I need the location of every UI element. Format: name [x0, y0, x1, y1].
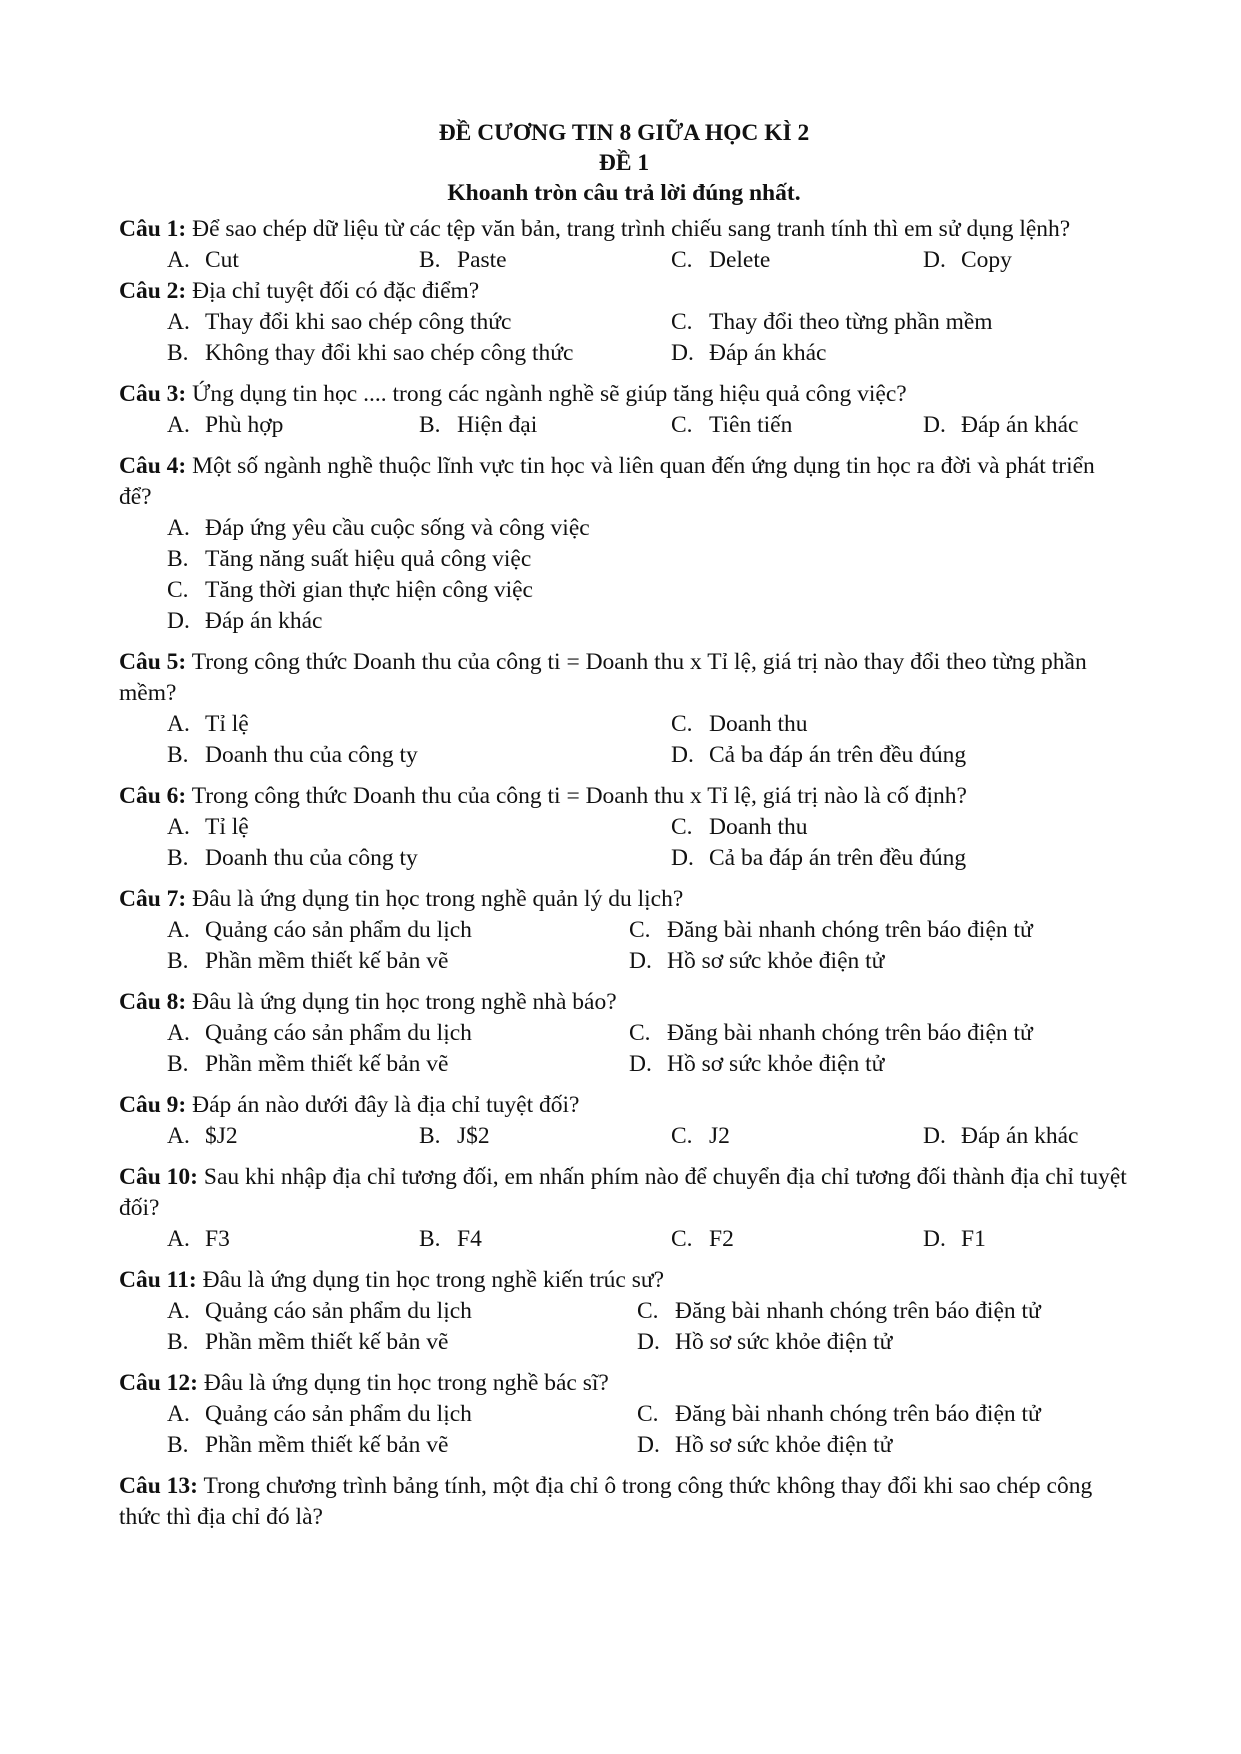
question-number: Câu 3:: [119, 381, 187, 407]
answer-options: [167, 1018, 1129, 1080]
question-text: [119, 379, 1129, 410]
option-d[interactable]: D. Copy: [923, 247, 1012, 273]
question-body: Đáp án nào dưới đây là địa chỉ tuyệt đối?: [186, 1092, 580, 1118]
question-body: Trong công thức Doanh thu của công ti = Doanh thu x Tỉ lệ, giá trị nào là cố định?: [186, 783, 967, 809]
question-text: [119, 214, 1129, 245]
question-number: Câu 2:: [119, 278, 187, 304]
option-b[interactable]: B. Phần mềm thiết kế bản vẽ: [167, 1329, 449, 1355]
question-11: [119, 1265, 1129, 1358]
question-body: Một số ngành nghề thuộc lĩnh vực tin học và liên quan đến ứng dụng tin học ra đời và phát triển để?: [119, 453, 1095, 510]
question-body: Trong chương trình bảng tính, một địa chỉ ô trong công thức không thay đổi khi sao chép công thức thì địa chỉ đó là?: [119, 1473, 1093, 1530]
option-a[interactable]: A. Phù hợp: [167, 412, 284, 438]
option-c[interactable]: C. Doanh thu: [671, 814, 808, 840]
question-1: [119, 214, 1129, 276]
option-d[interactable]: D. Hồ sơ sức khỏe điện tử: [637, 1432, 893, 1458]
question-text: [119, 1471, 1129, 1533]
question-text: [119, 884, 1129, 915]
question-3: [119, 379, 1129, 441]
question-10: [119, 1162, 1129, 1255]
question-number: Câu 1:: [119, 216, 187, 242]
answer-options: [167, 709, 1129, 771]
question-body: Ứng dụng tin học .... trong các ngành nghề sẽ giúp tăng hiệu quả công việc?: [186, 381, 907, 407]
option-d[interactable]: D. Đáp án khác: [167, 608, 323, 634]
question-number: Câu 7:: [119, 886, 187, 912]
answer-options: [167, 812, 1129, 874]
option-b[interactable]: B. Không thay đổi khi sao chép công thức: [167, 340, 574, 366]
option-a[interactable]: A. Đáp ứng yêu cầu cuộc sống và công việc: [167, 515, 590, 541]
option-c[interactable]: C. Đăng bài nhanh chóng trên báo điện tử: [637, 1401, 1041, 1427]
option-c[interactable]: C. Thay đổi theo từng phần mềm: [671, 309, 993, 335]
option-d[interactable]: D. Hồ sơ sức khỏe điện tử: [629, 1051, 885, 1077]
question-body: Để sao chép dữ liệu từ các tệp văn bản, trang trình chiếu sang tranh tính thì em sử dụng lệnh?: [186, 216, 1071, 242]
document-header: [119, 118, 1129, 208]
option-a[interactable]: A. Cut: [167, 247, 239, 273]
option-a[interactable]: A. Quảng cáo sản phẩm du lịch: [167, 1020, 472, 1046]
option-c[interactable]: C. Delete: [671, 247, 771, 273]
option-b[interactable]: B. Tăng năng suất hiệu quả công việc: [167, 546, 532, 572]
question-text: [119, 781, 1129, 812]
answer-options: [167, 307, 1129, 369]
option-d[interactable]: D. Cả ba đáp án trên đều đúng: [671, 742, 967, 768]
question-9: [119, 1090, 1129, 1152]
question-body: Địa chỉ tuyệt đối có đặc điểm?: [186, 278, 480, 304]
option-c[interactable]: C. Tiên tiến: [671, 412, 793, 438]
document-page: [119, 118, 1129, 1533]
question-7: [119, 884, 1129, 977]
option-a[interactable]: A. Quảng cáo sản phẩm du lịch: [167, 917, 472, 943]
question-text: [119, 1368, 1129, 1399]
option-b[interactable]: B. Phần mềm thiết kế bản vẽ: [167, 948, 449, 974]
answer-options: [167, 513, 1129, 637]
option-b[interactable]: B. Doanh thu của công ty: [167, 845, 418, 871]
question-text: [119, 987, 1129, 1018]
question-8: [119, 987, 1129, 1080]
question-2: [119, 276, 1129, 369]
question-13: [119, 1471, 1129, 1533]
option-c[interactable]: C. Đăng bài nhanh chóng trên báo điện tử: [629, 917, 1033, 943]
question-12: [119, 1368, 1129, 1461]
option-d[interactable]: D. Đáp án khác: [671, 340, 827, 366]
option-c[interactable]: C. F2: [671, 1226, 734, 1252]
option-c[interactable]: C. Đăng bài nhanh chóng trên báo điện tử: [637, 1298, 1041, 1324]
question-number: Câu 4:: [119, 453, 187, 479]
option-b[interactable]: B. J$2: [419, 1123, 490, 1149]
option-d[interactable]: D. Hồ sơ sức khỏe điện tử: [637, 1329, 893, 1355]
option-c[interactable]: C. Doanh thu: [671, 711, 808, 737]
question-text: [119, 1162, 1129, 1224]
answer-options: [167, 1121, 1129, 1152]
option-b[interactable]: B. Phần mềm thiết kế bản vẽ: [167, 1432, 449, 1458]
question-text: [119, 451, 1129, 513]
question-number: Câu 13:: [119, 1473, 198, 1499]
question-6: [119, 781, 1129, 874]
question-number: Câu 5:: [119, 649, 187, 675]
question-number: Câu 9:: [119, 1092, 187, 1118]
question-number: Câu 10:: [119, 1164, 198, 1190]
option-d[interactable]: D. F1: [923, 1226, 986, 1252]
question-5: [119, 647, 1129, 771]
option-b[interactable]: B. Hiện đại: [419, 412, 538, 438]
question-body: Đâu là ứng dụng tin học trong nghề quản lý du lịch?: [186, 886, 684, 912]
question-text: [119, 276, 1129, 307]
question-body: Đâu là ứng dụng tin học trong nghề nhà báo?: [186, 989, 617, 1015]
question-body: Sau khi nhập địa chỉ tương đối, em nhấn phím nào để chuyển địa chỉ tương đối thành địa chỉ tuyệt đối?: [119, 1164, 1127, 1221]
option-a[interactable]: A. Tỉ lệ: [167, 814, 249, 840]
question-body: Đâu là ứng dụng tin học trong nghề bác sĩ?: [198, 1370, 609, 1396]
answer-options: [167, 1399, 1129, 1461]
option-a[interactable]: A. Quảng cáo sản phẩm du lịch: [167, 1401, 472, 1427]
option-b[interactable]: B. Paste: [419, 247, 507, 273]
question-text: [119, 647, 1129, 709]
option-a[interactable]: A. F3: [167, 1226, 230, 1252]
question-number: Câu 11:: [119, 1267, 197, 1293]
option-b[interactable]: B. Phần mềm thiết kế bản vẽ: [167, 1051, 449, 1077]
option-c[interactable]: C. Đăng bài nhanh chóng trên báo điện tử: [629, 1020, 1033, 1046]
option-c[interactable]: C. J2: [671, 1123, 730, 1149]
answer-options: [167, 1224, 1129, 1255]
option-d[interactable]: D. Đáp án khác: [923, 1123, 1079, 1149]
question-4: [119, 451, 1129, 637]
question-text: [119, 1265, 1129, 1296]
answer-options: [167, 915, 1129, 977]
question-number: Câu 12:: [119, 1370, 198, 1396]
option-d[interactable]: D. Đáp án khác: [923, 412, 1079, 438]
option-a[interactable]: A. Thay đổi khi sao chép công thức: [167, 309, 512, 335]
option-a[interactable]: A. Tỉ lệ: [167, 711, 249, 737]
question-body: Trong công thức Doanh thu của công ti = Doanh thu x Tỉ lệ, giá trị nào thay đổi theo từng phần mềm?: [119, 649, 1087, 706]
option-d[interactable]: D. Hồ sơ sức khỏe điện tử: [629, 948, 885, 974]
option-c[interactable]: C. Tăng thời gian thực hiện công việc: [167, 577, 533, 603]
question-text: [119, 1090, 1129, 1121]
option-b[interactable]: B. F4: [419, 1226, 482, 1252]
question-number: Câu 8:: [119, 989, 187, 1015]
option-b[interactable]: B. Doanh thu của công ty: [167, 742, 418, 768]
answer-options: [167, 1296, 1129, 1358]
answer-options: [167, 245, 1129, 276]
option-a[interactable]: A. $J2: [167, 1123, 238, 1149]
question-number: Câu 6:: [119, 783, 187, 809]
option-a[interactable]: A. Quảng cáo sản phẩm du lịch: [167, 1298, 472, 1324]
question-body: Đâu là ứng dụng tin học trong nghề kiến trúc sư?: [196, 1267, 665, 1293]
document-title: ĐỀ CƯƠNG TIN 8 GIỮA HỌC KÌ 2: [438, 120, 810, 146]
document-subtitle: ĐỀ 1: [598, 150, 650, 176]
document-instruction: Khoanh tròn câu trả lời đúng nhất.: [447, 180, 801, 206]
option-d[interactable]: D. Cả ba đáp án trên đều đúng: [671, 845, 967, 871]
answer-options: [167, 410, 1129, 441]
